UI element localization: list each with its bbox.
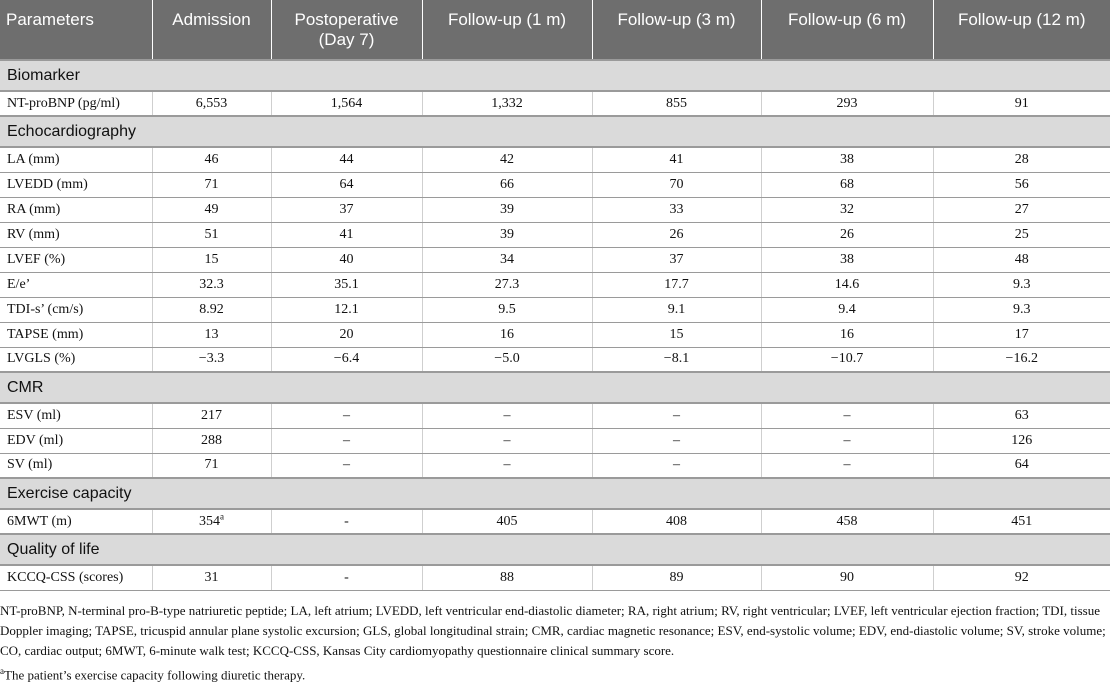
table-cell bbox=[422, 272, 592, 297]
cell-value: 39 bbox=[500, 201, 514, 217]
cell-value: 451 bbox=[1011, 513, 1033, 529]
cell-value: – bbox=[343, 457, 350, 473]
cell-value: 9.4 bbox=[838, 301, 856, 317]
table-cell bbox=[761, 453, 933, 478]
row-label: E/e’ bbox=[0, 272, 152, 297]
cell-value: 88 bbox=[500, 569, 514, 585]
cell-value: 64 bbox=[339, 176, 354, 192]
cell-value: 37 bbox=[669, 251, 684, 267]
cell-value: −3.3 bbox=[198, 351, 225, 367]
cell-value: 9.3 bbox=[1013, 301, 1031, 317]
cell-value: 64 bbox=[1014, 457, 1029, 473]
table-cell bbox=[422, 91, 592, 116]
section-row bbox=[0, 478, 1110, 509]
cell-value: −6.4 bbox=[333, 351, 360, 367]
table-cell bbox=[592, 222, 761, 247]
cell-value: 28 bbox=[1014, 151, 1029, 167]
table-cell bbox=[592, 172, 761, 197]
cell-value: 14.6 bbox=[834, 276, 860, 292]
section-title: Exercise capacity bbox=[0, 478, 1110, 509]
cell-value: 26 bbox=[840, 226, 854, 242]
table-cell bbox=[152, 247, 271, 272]
table-cell bbox=[422, 509, 592, 534]
table-row bbox=[0, 403, 1110, 428]
table-cell bbox=[271, 565, 422, 590]
table-cell bbox=[422, 428, 592, 453]
table-row bbox=[0, 509, 1110, 534]
row-label: LVGLS (%) bbox=[0, 347, 152, 372]
cell-value: 40 bbox=[339, 251, 354, 267]
table-cell bbox=[761, 297, 933, 322]
cell-value: 16 bbox=[840, 326, 854, 342]
table-cell bbox=[761, 147, 933, 172]
cell-value: 6,553 bbox=[195, 95, 228, 111]
cell-value: 56 bbox=[1014, 176, 1029, 192]
cell-value: – bbox=[673, 457, 680, 473]
table-cell bbox=[933, 222, 1110, 247]
cell-value: 51 bbox=[204, 226, 219, 242]
table-row bbox=[0, 272, 1110, 297]
cell-value: −16.2 bbox=[1005, 351, 1038, 367]
cell-value: 15 bbox=[669, 326, 684, 342]
table-cell bbox=[933, 453, 1110, 478]
table-cell bbox=[761, 428, 933, 453]
row-label: RA (mm) bbox=[0, 197, 152, 222]
table-body bbox=[0, 60, 1110, 590]
table-cell bbox=[761, 565, 933, 590]
table-cell bbox=[933, 403, 1110, 428]
table-cell bbox=[933, 322, 1110, 347]
section-title: CMR bbox=[0, 372, 1110, 403]
table-cell bbox=[152, 322, 271, 347]
table-cell bbox=[271, 297, 422, 322]
table-cell bbox=[933, 428, 1110, 453]
table-cell bbox=[271, 272, 422, 297]
table-cell bbox=[761, 247, 933, 272]
table-cell bbox=[152, 197, 271, 222]
cell-value: - bbox=[344, 569, 349, 585]
table-row bbox=[0, 428, 1110, 453]
table-header-row bbox=[0, 0, 1110, 60]
table-cell bbox=[761, 403, 933, 428]
cell-value: 855 bbox=[666, 95, 687, 111]
cell-value: 68 bbox=[840, 176, 854, 192]
table-row bbox=[0, 322, 1110, 347]
table-cell bbox=[152, 453, 271, 478]
cell-superscript: a bbox=[220, 510, 224, 521]
column-header-parameters: Parameters bbox=[0, 0, 152, 60]
cell-value: 44 bbox=[339, 151, 354, 167]
table-cell bbox=[422, 322, 592, 347]
cell-value: 63 bbox=[1014, 407, 1029, 423]
cell-value: 20 bbox=[339, 326, 354, 342]
table-cell bbox=[592, 509, 761, 534]
table-cell bbox=[422, 565, 592, 590]
cell-value: 32 bbox=[840, 201, 854, 217]
table-cell bbox=[761, 322, 933, 347]
cell-value: 39 bbox=[500, 226, 514, 242]
table-cell bbox=[422, 172, 592, 197]
cell-value: 8.92 bbox=[199, 301, 224, 317]
table-cell bbox=[422, 222, 592, 247]
table-row bbox=[0, 565, 1110, 590]
table-cell bbox=[152, 509, 271, 534]
cell-value: 405 bbox=[496, 513, 518, 529]
cell-value: 1,564 bbox=[330, 95, 363, 111]
section-title: Biomarker bbox=[0, 60, 1110, 91]
table-cell bbox=[933, 272, 1110, 297]
table-cell bbox=[592, 453, 761, 478]
column-header-follow-up-12m: Follow-up (12 m) bbox=[933, 0, 1110, 60]
table-cell bbox=[592, 147, 761, 172]
table-row bbox=[0, 347, 1110, 372]
column-header-postoperative: Postoperative (Day 7) bbox=[271, 0, 422, 60]
cell-value: 71 bbox=[204, 457, 219, 473]
cell-value: – bbox=[503, 457, 511, 473]
section-title: Quality of life bbox=[0, 534, 1110, 565]
cell-value: 26 bbox=[669, 226, 684, 242]
cell-value: – bbox=[843, 407, 851, 423]
table-row bbox=[0, 222, 1110, 247]
table-cell bbox=[933, 247, 1110, 272]
table-cell bbox=[761, 272, 933, 297]
section-row bbox=[0, 60, 1110, 91]
table-cell bbox=[422, 147, 592, 172]
table-cell bbox=[592, 322, 761, 347]
table-cell bbox=[761, 347, 933, 372]
cell-value: 27 bbox=[1014, 201, 1029, 217]
table-cell bbox=[761, 222, 933, 247]
table-cell bbox=[933, 172, 1110, 197]
cell-value: 32.3 bbox=[199, 276, 224, 292]
row-label: EDV (ml) bbox=[0, 428, 152, 453]
table-cell bbox=[592, 272, 761, 297]
table-cell bbox=[933, 347, 1110, 372]
table-row bbox=[0, 91, 1110, 116]
section-title: Echocardiography bbox=[0, 116, 1110, 147]
table-cell bbox=[271, 403, 422, 428]
column-header-follow-up-6m: Follow-up (6 m) bbox=[761, 0, 933, 60]
cell-value: – bbox=[343, 407, 350, 423]
table-row bbox=[0, 247, 1110, 272]
row-label: LVEDD (mm) bbox=[0, 172, 152, 197]
table-cell bbox=[271, 428, 422, 453]
table-cell bbox=[271, 347, 422, 372]
table-cell bbox=[152, 91, 271, 116]
cell-value: 70 bbox=[669, 176, 684, 192]
cell-value: 42 bbox=[500, 151, 514, 167]
cell-value: 217 bbox=[201, 407, 222, 423]
row-label: 6MWT (m) bbox=[0, 509, 152, 534]
cell-value: 41 bbox=[669, 151, 684, 167]
table-cell bbox=[592, 197, 761, 222]
table-footnotes bbox=[0, 601, 1106, 685]
table-cell bbox=[422, 347, 592, 372]
table-cell bbox=[761, 172, 933, 197]
cell-value: 38 bbox=[840, 151, 854, 167]
table-row bbox=[0, 297, 1110, 322]
cell-value: – bbox=[503, 407, 511, 423]
cell-value: 17.7 bbox=[664, 276, 689, 292]
table-cell bbox=[152, 222, 271, 247]
cell-value: 13 bbox=[204, 326, 219, 342]
table-cell bbox=[933, 565, 1110, 590]
cell-value: – bbox=[843, 432, 851, 448]
cell-value: 1,332 bbox=[491, 95, 523, 111]
cell-value: – bbox=[343, 432, 350, 448]
cell-value: 46 bbox=[204, 151, 219, 167]
cell-value: 458 bbox=[836, 513, 858, 529]
cell-value: 37 bbox=[339, 201, 354, 217]
cell-value: 89 bbox=[669, 569, 684, 585]
abbreviations-note: NT-proBNP, N-terminal pro-B-type natriuretic peptide; LA, left atrium; LVEDD, left ventricular end-diastolic diameter; RA, right atrium; RV, right ventricular; LVEF, left ventricular ejection fraction; TDI, tissue Doppler imaging; TAPSE, tricuspid annular plane systolic excursion; GLS, global longitudinal strain; CMR, cardiac magnetic resonance; ESV, end-systolic volume; EDV, end-diastolic volume; SV, stroke volume; CO, cardiac output; 6MWT, 6-minute walk test; KCCQ-CSS, Kansas City cardiomyopathy questionnaire clinical summary score. bbox=[0, 603, 1106, 658]
cell-value: 25 bbox=[1014, 226, 1029, 242]
cell-value: – bbox=[503, 432, 511, 448]
section-row bbox=[0, 116, 1110, 147]
table-cell bbox=[933, 91, 1110, 116]
table-row bbox=[0, 147, 1110, 172]
table-cell bbox=[152, 272, 271, 297]
cell-value: – bbox=[673, 407, 680, 423]
note-text: The patient’s exercise capacity following diuretic therapy. bbox=[4, 667, 306, 683]
table-cell bbox=[422, 453, 592, 478]
note-marker: a bbox=[0, 666, 4, 676]
table-cell bbox=[271, 172, 422, 197]
table-cell bbox=[152, 347, 271, 372]
row-label: TDI-s’ (cm/s) bbox=[0, 297, 152, 322]
cell-value: 288 bbox=[201, 432, 222, 448]
column-header-admission: Admission bbox=[152, 0, 271, 60]
table-cell bbox=[761, 91, 933, 116]
table-cell bbox=[592, 565, 761, 590]
table-cell bbox=[271, 147, 422, 172]
cell-value: 71 bbox=[204, 176, 219, 192]
cell-value: 66 bbox=[500, 176, 514, 192]
table-cell bbox=[761, 509, 933, 534]
cell-value: 34 bbox=[500, 251, 514, 267]
cell-value: 48 bbox=[1014, 251, 1029, 267]
table-cell bbox=[933, 197, 1110, 222]
table-cell bbox=[152, 147, 271, 172]
cell-value: 27.3 bbox=[494, 276, 520, 292]
row-label: SV (ml) bbox=[0, 453, 152, 478]
cell-value: – bbox=[673, 432, 680, 448]
table-cell bbox=[271, 453, 422, 478]
table-cell bbox=[592, 428, 761, 453]
table-cell bbox=[271, 247, 422, 272]
table-cell bbox=[271, 509, 422, 534]
cell-value: 41 bbox=[339, 226, 354, 242]
section-row bbox=[0, 372, 1110, 403]
table-cell bbox=[592, 91, 761, 116]
superscript-note bbox=[0, 661, 1106, 685]
table-cell bbox=[592, 347, 761, 372]
row-label: ESV (ml) bbox=[0, 403, 152, 428]
cell-value: 15 bbox=[204, 251, 219, 267]
table-cell bbox=[422, 247, 592, 272]
table-cell bbox=[933, 297, 1110, 322]
table-cell bbox=[422, 297, 592, 322]
table-cell bbox=[422, 197, 592, 222]
table-cell bbox=[592, 247, 761, 272]
cell-value: 9.3 bbox=[1013, 276, 1031, 292]
table-cell bbox=[152, 428, 271, 453]
table-cell bbox=[152, 172, 271, 197]
table-cell bbox=[271, 197, 422, 222]
cell-value: - bbox=[344, 513, 349, 529]
cell-value: 90 bbox=[840, 569, 854, 585]
row-label: KCCQ-CSS (scores) bbox=[0, 565, 152, 590]
cell-value: 408 bbox=[666, 513, 687, 529]
cell-value: 33 bbox=[669, 201, 684, 217]
table-cell bbox=[271, 322, 422, 347]
row-label: NT-proBNP (pg/ml) bbox=[0, 91, 152, 116]
cell-value: −10.7 bbox=[830, 351, 864, 367]
table-cell bbox=[933, 147, 1110, 172]
table-cell bbox=[592, 403, 761, 428]
table-cell bbox=[152, 565, 271, 590]
row-label: TAPSE (mm) bbox=[0, 322, 152, 347]
cell-value: – bbox=[843, 457, 851, 473]
table-cell bbox=[152, 403, 271, 428]
column-header-follow-up-3m: Follow-up (3 m) bbox=[592, 0, 761, 60]
cell-value: 35.1 bbox=[334, 276, 359, 292]
cell-value: −8.1 bbox=[663, 351, 690, 367]
cell-value: 126 bbox=[1011, 432, 1033, 448]
column-header-follow-up-1m: Follow-up (1 m) bbox=[422, 0, 592, 60]
cell-value: −5.0 bbox=[494, 351, 520, 367]
row-label: LA (mm) bbox=[0, 147, 152, 172]
cell-value: 293 bbox=[836, 95, 858, 111]
cell-value: 38 bbox=[840, 251, 854, 267]
cell-value: 17 bbox=[1014, 326, 1029, 342]
row-label: RV (mm) bbox=[0, 222, 152, 247]
table-cell bbox=[761, 197, 933, 222]
cell-value: 354 bbox=[199, 513, 220, 529]
table-cell bbox=[422, 403, 592, 428]
cell-value: 49 bbox=[204, 201, 219, 217]
cell-value: 92 bbox=[1014, 569, 1029, 585]
section-row bbox=[0, 534, 1110, 565]
cell-value: 31 bbox=[204, 569, 219, 585]
table-cell bbox=[271, 91, 422, 116]
cell-value: 16 bbox=[500, 326, 514, 342]
table-cell bbox=[592, 297, 761, 322]
cell-value: 12.1 bbox=[334, 301, 359, 317]
table-cell bbox=[271, 222, 422, 247]
row-label: LVEF (%) bbox=[0, 247, 152, 272]
cell-value: 91 bbox=[1014, 95, 1029, 111]
table-row bbox=[0, 197, 1110, 222]
cell-value: 9.1 bbox=[667, 301, 686, 317]
table-cell bbox=[933, 509, 1110, 534]
table-row bbox=[0, 172, 1110, 197]
cell-value: 9.5 bbox=[498, 301, 516, 317]
table-cell bbox=[152, 297, 271, 322]
table-row bbox=[0, 453, 1110, 478]
